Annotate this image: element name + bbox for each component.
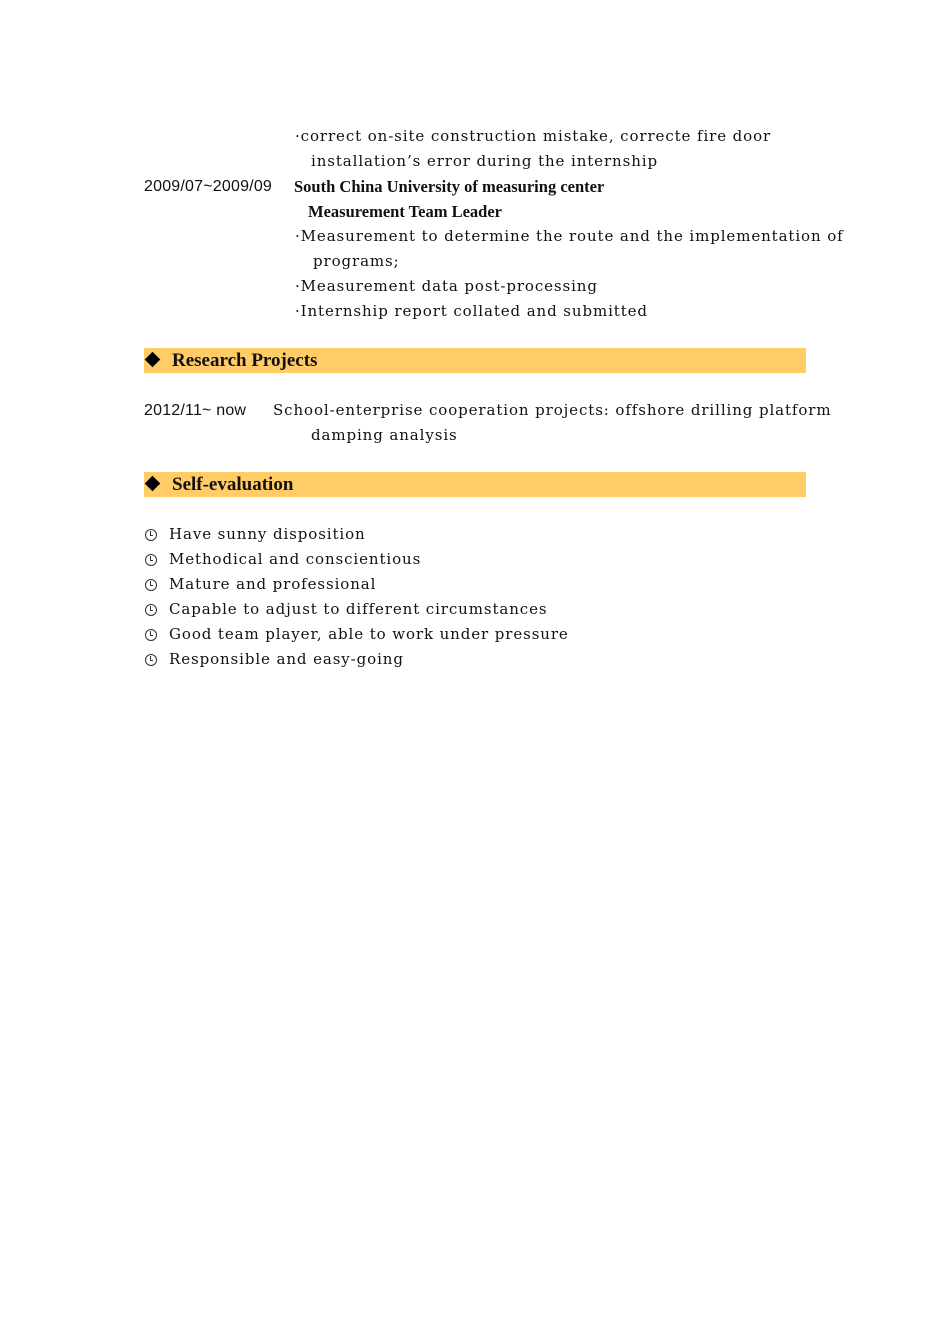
section-title: Research Projects — [172, 350, 318, 371]
clock-icon — [145, 629, 157, 641]
section-header-self-evaluation — [144, 472, 806, 497]
clock-icon — [145, 554, 157, 566]
internship-detail-line: ·correct on-site construction mistake, correcte fire door — [295, 127, 772, 145]
experience-detail-line: ·Measurement data post-processing — [295, 277, 598, 295]
experience-date: 2009/07~2009/09 — [144, 178, 273, 195]
list-item-text: Capable to adjust to different circumstances — [169, 600, 548, 618]
clock-icon — [145, 579, 157, 591]
experience-role: Measurement Team Leader — [308, 202, 502, 221]
experience-detail-line: ·Measurement to determine the route and the implementation of — [295, 227, 844, 245]
internship-detail-line: installation’s error during the internship — [311, 152, 658, 170]
diamond-bullet-icon — [145, 352, 161, 368]
clock-icon — [145, 654, 157, 666]
list-item-text: Have sunny disposition — [169, 525, 366, 543]
experience-detail-line: ·Internship report collated and submitted — [295, 302, 648, 320]
section-header-research-projects — [144, 348, 806, 373]
section-title: Self-evaluation — [172, 474, 294, 495]
project-description-line: School-enterprise cooperation projects: offshore drilling platform — [273, 401, 832, 419]
project-date: 2012/11~ now — [144, 402, 247, 419]
list-item-text: Responsible and easy-going — [169, 650, 404, 668]
experience-organization: South China University of measuring center — [294, 177, 605, 196]
clock-icon — [145, 604, 157, 616]
project-description-line: damping analysis — [311, 426, 458, 444]
clock-icon — [145, 529, 157, 541]
list-item-text: Mature and professional — [169, 575, 377, 593]
list-item-text: Good team player, able to work under pressure — [169, 625, 569, 643]
list-item-text: Methodical and conscientious — [169, 550, 422, 568]
diamond-bullet-icon — [145, 476, 161, 492]
experience-detail-line: programs; — [313, 252, 400, 270]
